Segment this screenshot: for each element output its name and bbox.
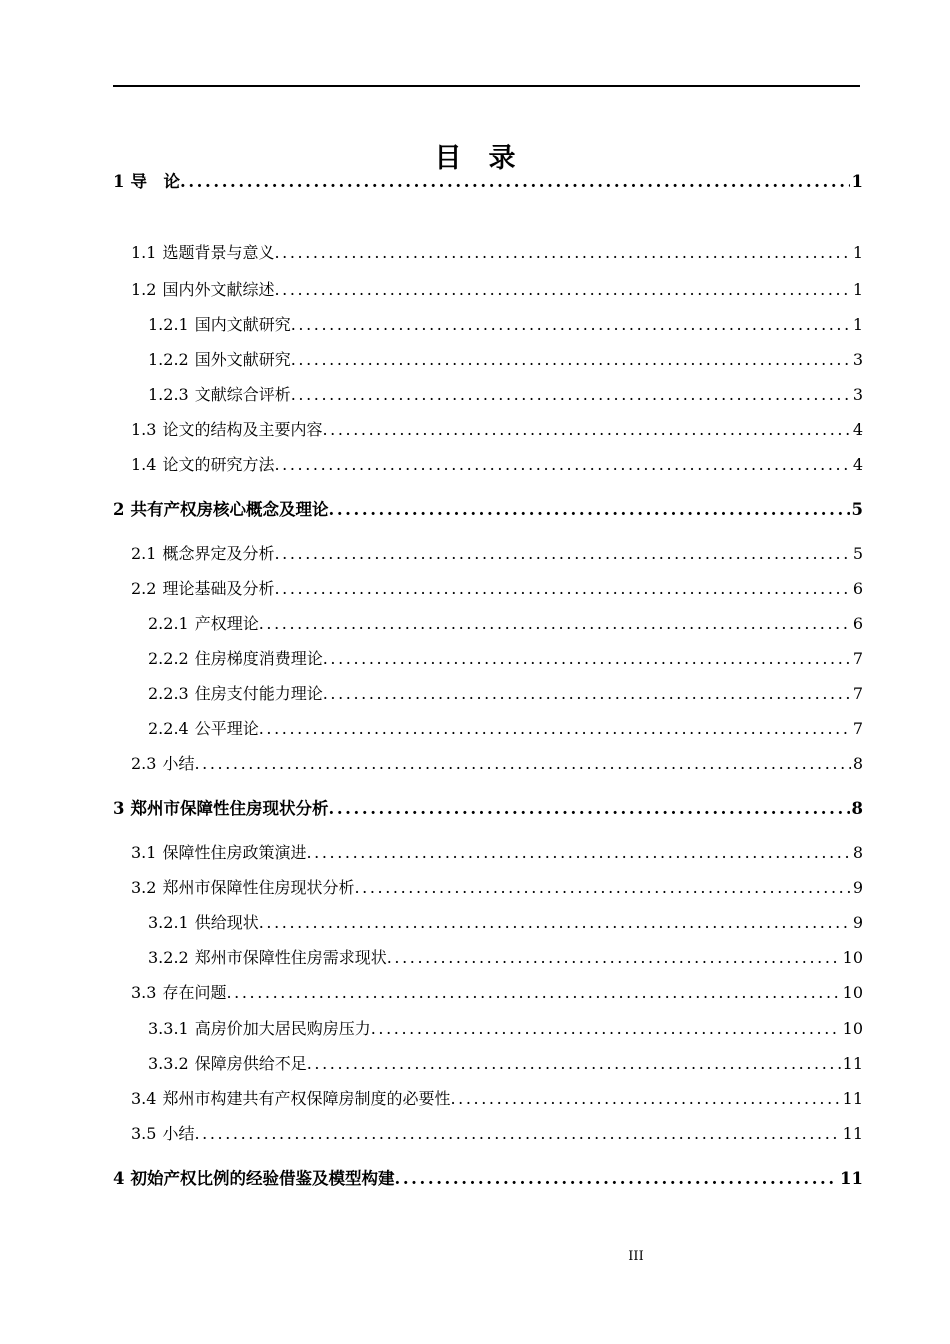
toc-entry-page: 1 [852,315,863,334]
toc-entry-page: 9 [852,913,863,932]
toc-entry-number: 3.5 [131,1124,157,1143]
toc-entry-number: 3.4 [131,1089,157,1108]
toc-entry[interactable] [113,1167,863,1191]
toc-entry-text: 小结 [162,754,195,773]
toc-entry-title [113,1167,394,1191]
toc-entry-title [131,876,354,900]
toc-title: 目 录 [434,143,516,174]
dot-leader [387,946,841,970]
toc-entry-title [148,717,259,741]
toc-entry[interactable] [131,1122,863,1146]
header-rule [113,85,860,87]
page-number: III [628,1249,644,1264]
dot-leader [180,170,850,194]
toc-entry-page: 10 [842,983,863,1002]
toc-entry-title [148,1052,307,1076]
toc-entry-title [148,946,387,970]
toc-entry-page: 5 [852,544,863,563]
toc-entry-page: 10 [842,948,863,967]
toc-entry-text: 国内文献研究 [194,315,291,334]
toc-entry-title [113,797,328,821]
toc-entry-title [148,682,323,706]
toc-entry[interactable] [131,841,863,865]
toc-entry-page: 11 [842,1089,863,1108]
toc-entry[interactable] [131,752,863,776]
dot-leader [291,348,851,372]
toc-entry-title [131,577,274,601]
toc-entry[interactable] [148,946,863,970]
toc-entry-page: 11 [842,1124,863,1143]
toc-entry-number: 2.2.2 [148,649,189,668]
toc-entry-title [148,911,259,935]
toc-entry-page: 11 [842,1054,863,1073]
toc-entry-text: 初始产权比例的经验借鉴及模型构建 [130,1169,395,1188]
toc-entry[interactable] [131,241,863,265]
toc-entry[interactable] [148,612,863,636]
toc-entry-title [148,383,291,407]
toc-entry[interactable] [113,797,863,821]
toc-entry-title [148,612,259,636]
toc-entry[interactable] [131,981,863,1005]
dot-leader [274,241,850,265]
toc-entry-number: 1.2.3 [148,385,189,404]
toc-entry[interactable] [131,453,863,477]
toc-entry[interactable] [131,1087,863,1111]
toc-entry-page: 3 [852,385,863,404]
toc-entry-number: 2.2.1 [148,614,189,633]
toc-entry-number: 1.1 [131,243,157,262]
toc-entry-text: 选题背景与意义 [162,243,275,262]
dot-leader [307,1052,841,1076]
toc-entry-number: 3 [113,799,125,818]
toc-entry-title [131,278,274,302]
toc-entry-page: 4 [852,455,863,474]
toc-entry[interactable] [148,682,863,706]
toc-entry-page: 6 [852,614,863,633]
dot-leader [306,841,850,865]
toc-entry-text: 导 论 [130,172,180,191]
dot-leader [354,876,850,900]
toc-entry-text: 保障性住房政策演进 [162,843,307,862]
toc-entry-title [148,313,291,337]
toc-entry-text: 郑州市保障性住房现状分析 [130,799,329,818]
toc-entry-title [131,981,226,1005]
toc-entry-text: 公平理论 [194,719,259,738]
toc-entry-number: 1 [113,172,125,191]
toc-entry-number: 3.3.2 [148,1054,189,1073]
toc-entry-page: 7 [852,684,863,703]
toc-entry-text: 郑州市保障性住房需求现状 [194,948,387,967]
toc-entry-number: 3.3.1 [148,1019,189,1038]
toc-entry-number: 3.2 [131,878,157,897]
toc-entry-title [131,1122,194,1146]
toc-entry-number: 2.2 [131,579,157,598]
toc-entry-title [131,841,306,865]
toc-entry-text: 文献综合评析 [194,385,291,404]
toc-entry-number: 1.4 [131,455,157,474]
dot-leader [259,612,851,636]
toc-entry-text: 共有产权房核心概念及理论 [130,500,329,519]
dot-leader [450,1087,840,1111]
toc-entry-text: 论文的结构及主要内容 [162,420,323,439]
toc-entry-page: 1 [852,280,863,299]
toc-entry-title [131,241,274,265]
toc-entry[interactable] [131,418,863,442]
dot-leader [323,647,851,671]
toc-entry-number: 4 [113,1169,125,1188]
dot-leader [371,1017,841,1041]
toc-entry-page: 6 [852,579,863,598]
toc-entry-number: 3.2.2 [148,948,189,967]
dot-leader [274,542,850,566]
dot-leader [322,418,850,442]
toc-entry-page: 7 [852,719,863,738]
toc-entry-title [148,1017,371,1041]
toc-entry-number: 3.2.1 [148,913,189,932]
toc-entry[interactable] [148,911,863,935]
toc-entry-title [148,348,291,372]
dot-leader [323,682,851,706]
toc-entry[interactable] [131,876,863,900]
toc-entry-text: 论文的研究方法 [162,455,275,474]
dot-leader [259,911,851,935]
toc-entry-text: 郑州市保障性住房现状分析 [162,878,355,897]
toc-entry-number: 1.2.1 [148,315,189,334]
toc-entry[interactable] [131,577,863,601]
toc-entry-page: 1 [851,172,863,191]
toc-entry[interactable] [148,313,863,337]
toc-entry-text: 保障房供给不足 [194,1054,307,1073]
toc-entry[interactable] [148,1052,863,1076]
toc-entry-text: 理论基础及分析 [162,579,275,598]
toc-entry-page: 8 [851,799,863,818]
toc-entry[interactable] [148,383,863,407]
dot-leader [194,1122,840,1146]
dot-leader [259,717,851,741]
toc-entry-text: 郑州市构建共有产权保障房制度的必要性 [162,1089,451,1108]
toc-entry-title [113,170,180,194]
toc-entry-title [148,647,323,671]
toc-entry-page: 1 [852,243,863,262]
toc-entry-number: 2.2.4 [148,719,189,738]
toc-entry-text: 国外文献研究 [194,350,291,369]
toc-entry-number: 2.3 [131,754,157,773]
toc-entry-page: 9 [852,878,863,897]
dot-leader [274,278,850,302]
dot-leader [194,752,850,776]
dot-leader [291,383,851,407]
toc-entry[interactable] [131,278,863,302]
toc-entry-page: 8 [852,843,863,862]
toc-entry-number: 1.3 [131,420,157,439]
toc-entry[interactable] [148,647,863,671]
toc-entry-number: 3.1 [131,843,157,862]
toc-entry-title [131,1087,450,1111]
toc-entry-page: 5 [851,500,863,519]
toc-entry[interactable] [148,1017,863,1041]
toc-entry-title [131,752,194,776]
toc-entry-text: 住房支付能力理论 [194,684,323,703]
toc-entry-number: 2.2.3 [148,684,189,703]
dot-leader [274,577,850,601]
dot-leader [328,498,849,522]
dot-leader [328,797,849,821]
toc-entry[interactable] [131,542,863,566]
toc-entry-page: 4 [852,420,863,439]
toc-entry-title [113,498,328,522]
toc-entry-page: 8 [852,754,863,773]
toc-entry-text: 产权理论 [194,614,259,633]
dot-leader [394,1167,838,1191]
toc-entry-page: 10 [842,1019,863,1038]
toc-entry-text: 存在问题 [162,983,227,1002]
toc-entry-text: 高房价加大居民购房压力 [194,1019,371,1038]
toc-entry-number: 1.2.2 [148,350,189,369]
dot-leader [226,981,840,1005]
toc-entry-text: 概念界定及分析 [162,544,275,563]
toc-entry-page: 3 [852,350,863,369]
toc-entry-number: 2 [113,500,125,519]
toc-entry[interactable] [148,717,863,741]
toc-entry-page: 11 [840,1169,863,1188]
dot-leader [291,313,851,337]
toc-entry-number: 3.3 [131,983,157,1002]
toc-entry-text: 住房梯度消费理论 [194,649,323,668]
toc-entry-title [131,453,274,477]
dot-leader [274,453,850,477]
toc-entry-number: 2.1 [131,544,157,563]
toc-entry-title [131,418,322,442]
toc-entry-text: 供给现状 [194,913,259,932]
toc-entry-text: 国内外文献综述 [162,280,275,299]
toc-entry-text: 小结 [162,1124,195,1143]
toc-entry-title [131,542,274,566]
toc-entry[interactable] [113,170,863,194]
toc-entry[interactable] [113,498,863,522]
toc-entry[interactable] [148,348,863,372]
toc-entry-number: 1.2 [131,280,157,299]
toc-entry-page: 7 [852,649,863,668]
